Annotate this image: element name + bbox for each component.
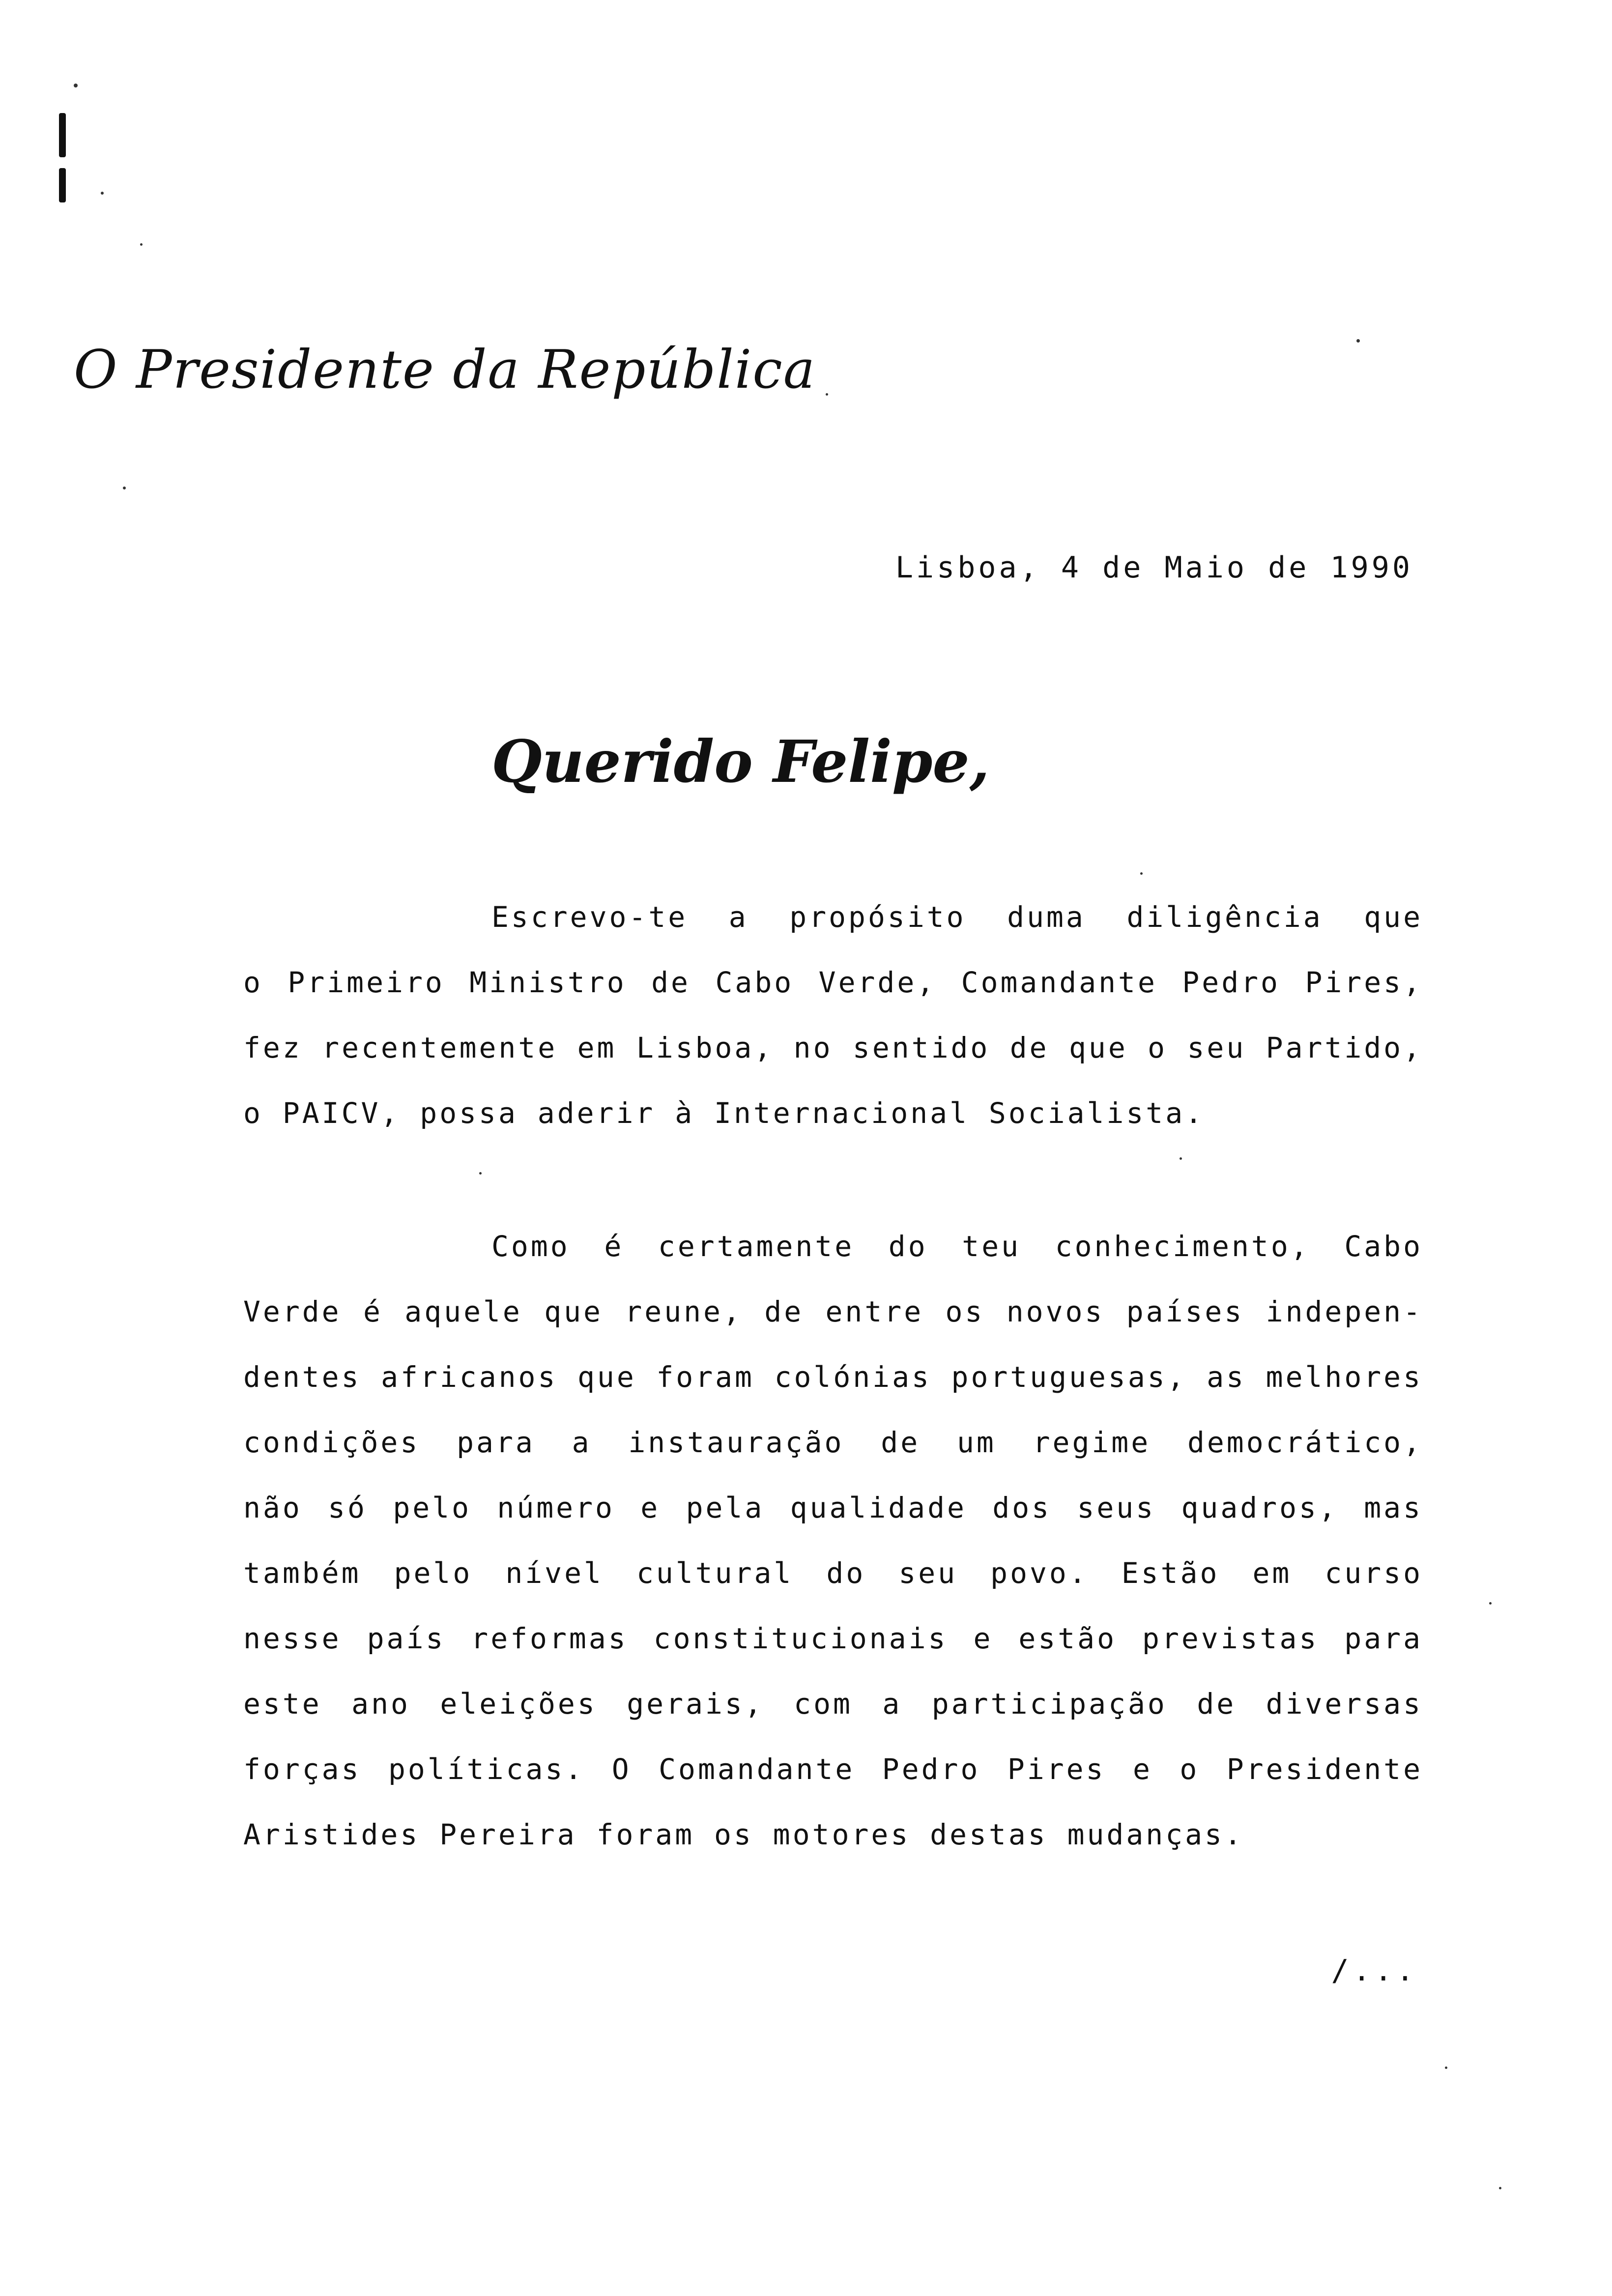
letterhead: O Presidente da República	[74, 339, 816, 401]
scan-speck	[123, 487, 126, 489]
handwritten-salutation: Querido Felipe,	[491, 727, 990, 796]
file-mark	[59, 113, 66, 211]
paragraph-line: o Primeiro Ministro de Cabo Verde, Comandante Pedro Pires,	[243, 966, 1423, 999]
scan-speck	[1140, 872, 1143, 875]
paragraph-1	[243, 885, 1423, 1146]
paragraph-line: também pelo nível cultural do seu povo. Estão em curso	[243, 1556, 1423, 1590]
paragraph-line: Verde é aquele que reune, de entre os novos países indepen-	[243, 1295, 1423, 1328]
scan-speck	[1356, 339, 1360, 343]
paragraph-line: condições para a instauração de um regime democrático,	[243, 1426, 1423, 1459]
page-continuation-mark: /...	[1331, 1953, 1418, 1988]
scan-speck	[1445, 2066, 1447, 2069]
paragraph-2	[243, 1214, 1423, 1867]
paragraph-line: fez recentemente em Lisboa, no sentido de que o seu Partido,	[243, 1031, 1423, 1064]
letter-date: Lisboa, 4 de Maio de 1990	[895, 550, 1413, 585]
paragraph-line: este ano eleições gerais, com a participação de diversas	[243, 1687, 1423, 1721]
scan-speck	[479, 1172, 482, 1175]
scan-speck	[1489, 1602, 1492, 1605]
scan-speck	[826, 393, 828, 396]
paragraph-line: forças políticas. O Comandante Pedro Pires e o Presidente	[243, 1752, 1423, 1786]
scan-speck	[74, 84, 78, 87]
paragraph-line: não só pelo número e pela qualidade dos seus quadros, mas	[243, 1491, 1423, 1524]
paragraph-line: dentes africanos que foram colónias portuguesas, as melhores	[243, 1360, 1423, 1394]
paragraph-line: Aristides Pereira foram os motores destas mudanças.	[243, 1818, 1244, 1851]
scan-speck	[101, 192, 104, 195]
paragraph-line: o PAICV, possa aderir à Internacional Socialista.	[243, 1096, 1205, 1130]
paragraph-line: Como é certamente do teu conhecimento, Cabo	[491, 1230, 1423, 1263]
scan-speck	[140, 243, 143, 246]
scan-speck	[1180, 1157, 1182, 1160]
scan-speck	[1499, 2187, 1501, 2189]
paragraph-line: Escrevo-te a propósito duma diligência que	[491, 900, 1423, 934]
paragraph-line: nesse país reformas constitucionais e estão previstas para	[243, 1622, 1423, 1655]
